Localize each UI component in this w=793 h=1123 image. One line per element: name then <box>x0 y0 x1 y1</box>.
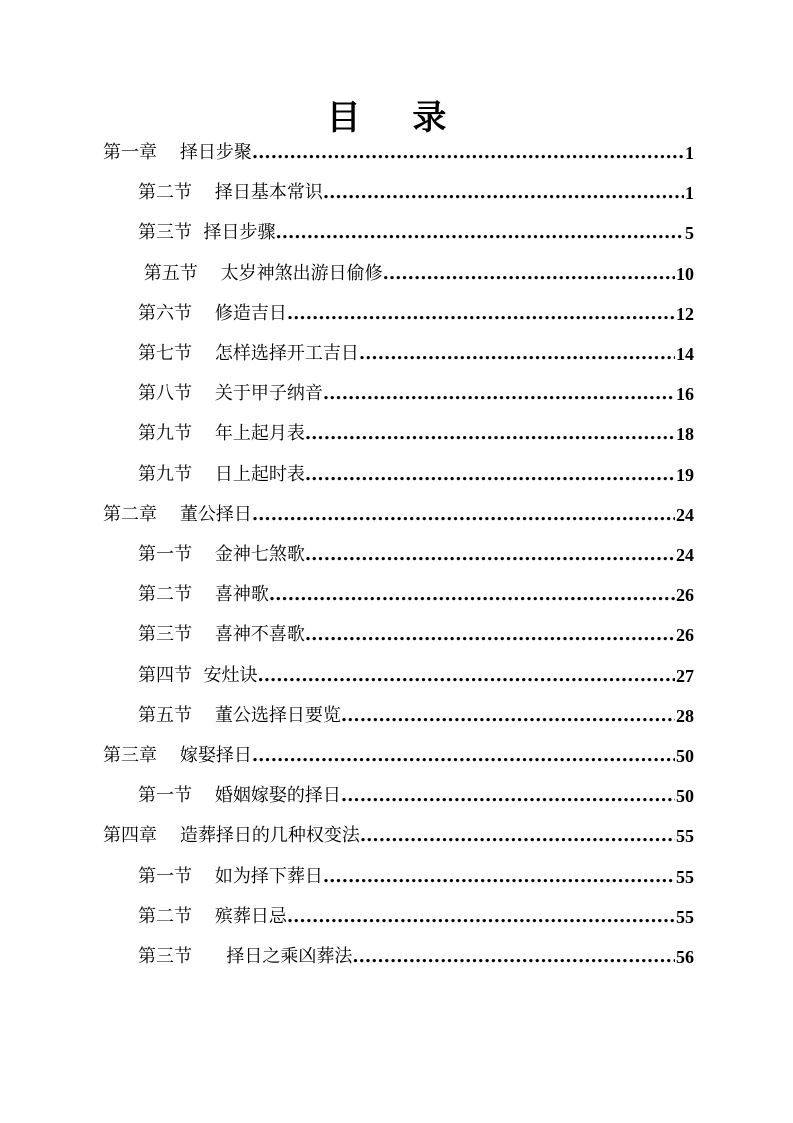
toc-dot-leader <box>257 663 675 689</box>
toc-section-entry[interactable] <box>138 703 694 729</box>
toc-page-number: 10 <box>676 263 694 284</box>
toc-page-number: 1 <box>685 143 694 163</box>
toc-chapter-entry[interactable] <box>103 502 694 528</box>
toc-dot-leader <box>287 301 675 327</box>
toc-chapter-entry[interactable] <box>103 823 694 849</box>
toc-dot-leader <box>287 904 675 930</box>
toc-page-number: 19 <box>676 464 694 485</box>
toc-page-number: 18 <box>676 424 694 445</box>
toc-page-number: 28 <box>676 705 694 726</box>
toc-page-number: 55 <box>676 866 694 887</box>
toc-section-entry[interactable] <box>138 341 694 367</box>
toc-entry-label: 第三节 喜神不喜歌 <box>138 624 305 646</box>
toc-page-number: 14 <box>676 344 694 364</box>
toc-chapter-entry[interactable] <box>103 743 694 769</box>
toc-section-entry[interactable] <box>138 582 694 608</box>
toc-entry-label: 第一节 婚姻嫁娶的择日 <box>138 785 341 807</box>
toc-page-number: 50 <box>676 746 694 766</box>
toc-page-number: 27 <box>676 665 694 686</box>
toc-section-entry[interactable] <box>138 180 694 206</box>
toc-page-number: 55 <box>676 826 694 847</box>
toc-section-entry[interactable] <box>138 944 694 970</box>
toc-chapter-entry[interactable] <box>103 140 694 166</box>
toc-page-number: 16 <box>676 384 694 405</box>
toc-dot-leader <box>360 823 675 849</box>
toc-page-number: 26 <box>676 625 694 646</box>
toc-section-entry[interactable] <box>138 261 694 287</box>
toc-section-entry[interactable] <box>138 864 694 890</box>
toc-entry-label: 第一节 金神七煞歌 <box>138 544 305 565</box>
toc-section-entry[interactable] <box>138 462 694 488</box>
toc-entry-label: 第七节 怎样选择开工吉日 <box>138 343 359 364</box>
toc-section-entry[interactable] <box>138 301 694 327</box>
toc-dot-leader <box>341 703 675 729</box>
toc-entry-label: 第五节 太岁神煞出游日偷修 <box>138 262 383 284</box>
toc-entry-label: 第二节 喜神歌 <box>138 584 269 606</box>
toc-section-entry[interactable] <box>138 663 694 689</box>
toc-section-entry[interactable] <box>138 220 694 246</box>
toc-section-entry[interactable] <box>138 622 694 648</box>
toc-dot-leader <box>352 944 675 970</box>
toc-entry-label: 第五节 董公选择日要览 <box>138 704 341 726</box>
toc-page-number: 12 <box>676 303 694 324</box>
toc-page-number: 26 <box>676 585 694 606</box>
toc-entry-label: 第九节 日上起时表 <box>138 463 305 485</box>
toc-dot-leader <box>323 381 675 407</box>
toc-dot-leader <box>305 421 675 447</box>
toc-page-number: 1 <box>685 183 694 204</box>
toc-dot-leader <box>341 783 675 809</box>
toc-entry-label: 第四章 造葬择日的几种权变法 <box>103 825 360 847</box>
toc-entry-label: 第四节 安灶诀 <box>138 664 258 686</box>
toc-section-entry[interactable] <box>138 904 694 930</box>
toc-dot-leader <box>252 140 684 166</box>
toc-section-entry[interactable] <box>138 783 694 809</box>
toc-page-number: 55 <box>676 906 694 927</box>
toc-dot-leader <box>305 462 675 488</box>
toc-page-number: 24 <box>676 545 694 565</box>
toc-dot-leader <box>323 180 684 206</box>
toc-dot-leader <box>383 261 675 287</box>
toc-page-number: 24 <box>676 504 694 525</box>
toc-dot-leader <box>305 622 675 648</box>
toc-entry-label: 第二节 殡葬日忌 <box>138 905 287 927</box>
toc-dot-leader <box>323 864 675 890</box>
toc-section-entry[interactable] <box>138 421 694 447</box>
toc-entry-label: 第三节 择日步骤 <box>138 222 276 244</box>
toc-page-number: 5 <box>685 223 694 244</box>
toc-dot-leader <box>359 341 675 367</box>
toc-section-entry[interactable] <box>138 542 694 568</box>
toc-entry-label: 第二节 择日基本常识 <box>138 182 323 204</box>
toc-page-number: 50 <box>676 786 694 807</box>
page-title: 目 录 <box>326 98 467 138</box>
toc-entry-label: 第九节 年上起月表 <box>138 423 305 445</box>
toc-dot-leader <box>252 743 675 769</box>
toc-entry-label: 第六节 修造吉日 <box>138 302 287 324</box>
toc-dot-leader <box>275 220 684 246</box>
toc-section-entry[interactable] <box>138 381 694 407</box>
toc-dot-leader <box>305 542 675 568</box>
toc-entry-label: 第三章 嫁娶择日 <box>103 745 252 766</box>
toc-entry-label: 第一节 如为择下葬日 <box>138 865 323 887</box>
toc-entry-label: 第八节 关于甲子纳音 <box>138 383 323 405</box>
toc-dot-leader <box>252 502 675 528</box>
toc-entry-label: 第三节 择日之乘凶葬法 <box>138 946 353 967</box>
toc-entry-label: 第二章 董公择日 <box>103 503 252 525</box>
toc-entry-label: 第一章 择日步聚 <box>103 142 252 163</box>
toc-page-number: 56 <box>676 947 694 967</box>
toc-dot-leader <box>269 582 675 608</box>
